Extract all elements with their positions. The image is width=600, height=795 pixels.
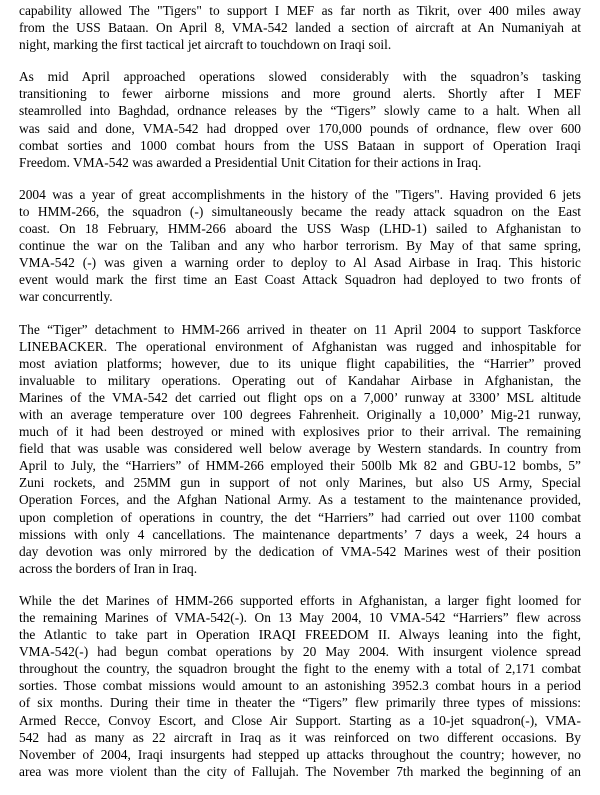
text-line: LINEBACKER. The operational environment of Afghanistan was rugged and inhospitable for bbox=[19, 338, 581, 354]
text-line: April to July, the “Harriers” of HMM-266 employed their 500lb Mk 82 and GBU-12 bombs, 5” bbox=[19, 458, 581, 474]
text-line: The “Tiger” detachment to HMM-266 arrived in theater on 11 April 2004 to support Taskforce bbox=[19, 321, 581, 337]
paragraph bbox=[19, 321, 581, 577]
text-line: VMA-542(-) had begun combat operations by 20 May 2004. With insurgent violence spread bbox=[19, 644, 581, 660]
text-line: transitioning to fewer airborne missions and more ground alerts. Shortly after I MEF bbox=[19, 86, 581, 102]
text-line: combat sorties and 1000 combat hours from the USS Bataan in support of Operation Iraqi bbox=[19, 137, 581, 153]
text-line: continue the war on the Taliban and any who harbor terrorism. By May of that same spring, bbox=[19, 238, 581, 254]
text-line: day devotion was only mirrored by the dedication of VMA-542 Marines west of their position bbox=[19, 543, 581, 559]
text-line: 542 had as many as 22 aircraft in Iraq as it was reinforced on two different occasions. By bbox=[19, 729, 581, 745]
text-line: Freedom. VMA-542 was awarded a Presidential Unit Citation for their actions in Iraq. bbox=[19, 154, 482, 170]
text-line: missions with only 4 cancellations. The maintenance departments’ 7 days a week, 24 hours a bbox=[19, 526, 581, 542]
paragraph bbox=[19, 68, 581, 171]
text-line: the Atlantic to take part in Operation IRAQI FREEDOM II. Always leaning into the fight, bbox=[19, 627, 581, 643]
paragraph bbox=[19, 186, 581, 306]
text-line: Marines of the VMA-542 det carried out flight ops on a 7,000’ runway at 3300’ MSL altitude bbox=[19, 389, 581, 405]
text-line: VMA-542 (-) was given a warning order to deploy to Al Asad Airbase in Iraq. This historic bbox=[19, 255, 581, 271]
text-line: steamrolled into Baghdad, ordnance releases by the “Tigers” slowly came to a halt. When all bbox=[19, 103, 581, 119]
text-line: While the det Marines of HMM-266 supported efforts in Afghanistan, a larger fight loomed for bbox=[19, 592, 581, 608]
text-line: coast. On 18 February, HMM-266 aboard the USS Wasp (LHD-1) sailed to Afghanistan to bbox=[19, 221, 581, 237]
text-line: throughout the country, the squadron brought the fight to the enemy with a total of 2,171 combat bbox=[19, 661, 581, 677]
text-line: event would mark the first time an East Coast Attack Squadron had deployed to two fronts of bbox=[19, 272, 581, 288]
paragraph bbox=[19, 2, 581, 53]
text-line: with an average temperature over 100 degrees Fahrenheit. Originally a 10,000’ Mig-21 runway, bbox=[19, 406, 581, 422]
text-line: capability allowed The "Tigers" to support I MEF as far north as Tikrit, over 400 miles away bbox=[19, 3, 581, 18]
text-line: the remaining Marines of VMA-542(-). On 13 May 2004, 10 VMA-542 “Harriers” flew across bbox=[19, 610, 581, 625]
text-line: field that was usable was considered well below average by Western standards. In country from bbox=[19, 441, 581, 457]
text-line: Zuni rockets, and 25MM gun in support of not only Marines, but also US Army, Special bbox=[19, 475, 581, 491]
text-line: of six months. During their time in theater the “Tigers” flew primarily three types of missions: bbox=[19, 695, 581, 711]
document-body bbox=[19, 2, 581, 780]
text-line: November of 2004, Iraqi insurgents had stepped up attacks throughout the country; however, no bbox=[19, 746, 581, 762]
text-line: much of it had been destroyed or mined with explosives prior to their arrival. The remaining bbox=[19, 424, 581, 440]
text-line: sorties. Those combat missions would amount to an astonishing 3952.3 combat hours in a period bbox=[19, 678, 581, 694]
text-line: upon completion of operations in country, the det “Harriers” had carried out over 1100 combat bbox=[19, 509, 581, 525]
text-line: most aviation platforms; however, due to its unique flight capabilities, the “Harrier” proved bbox=[19, 355, 581, 371]
text-line: 2004 was a year of great accomplishments in the history of the "Tigers". Having provided 6 jets bbox=[19, 186, 581, 202]
text-line: was said and done, VMA-542 had dropped over 170,000 pounds of ordnance, flew over 600 bbox=[19, 120, 581, 136]
text-line: area was more violent than the city of Fallujah. The November 7th marked the beginning of an bbox=[19, 763, 581, 779]
text-line: Operation Forces, and the Afghan National Army. As a testament to the maintenance provided, bbox=[19, 492, 581, 508]
text-line: across the borders of Iran in Iraq. bbox=[19, 560, 198, 576]
text-line: invaluable to military operations. Operating out of Kandahar Airbase in Afghanistan, the bbox=[19, 372, 581, 388]
text-line: war concurrently. bbox=[19, 289, 113, 305]
text-line: to HMM-266, the squadron (-) simultaneously became the ready attack squadron on the East bbox=[19, 203, 581, 219]
document-page bbox=[19, 2, 581, 795]
text-line: from the USS Bataan. On April 8, VMA-542 landed a section of aircraft at An Numaniyah at bbox=[19, 20, 581, 36]
paragraph bbox=[19, 592, 581, 780]
text-line: As mid April approached operations slowed considerably with the squadron’s tasking bbox=[19, 69, 581, 85]
text-line: Armed Recce, Convoy Escort, and Close Air Support. Starting as a 10-jet squadron(-), VMA- bbox=[19, 712, 581, 728]
text-line: night, marking the first tactical jet aircraft to touchdown on Iraqi soil. bbox=[19, 37, 392, 53]
